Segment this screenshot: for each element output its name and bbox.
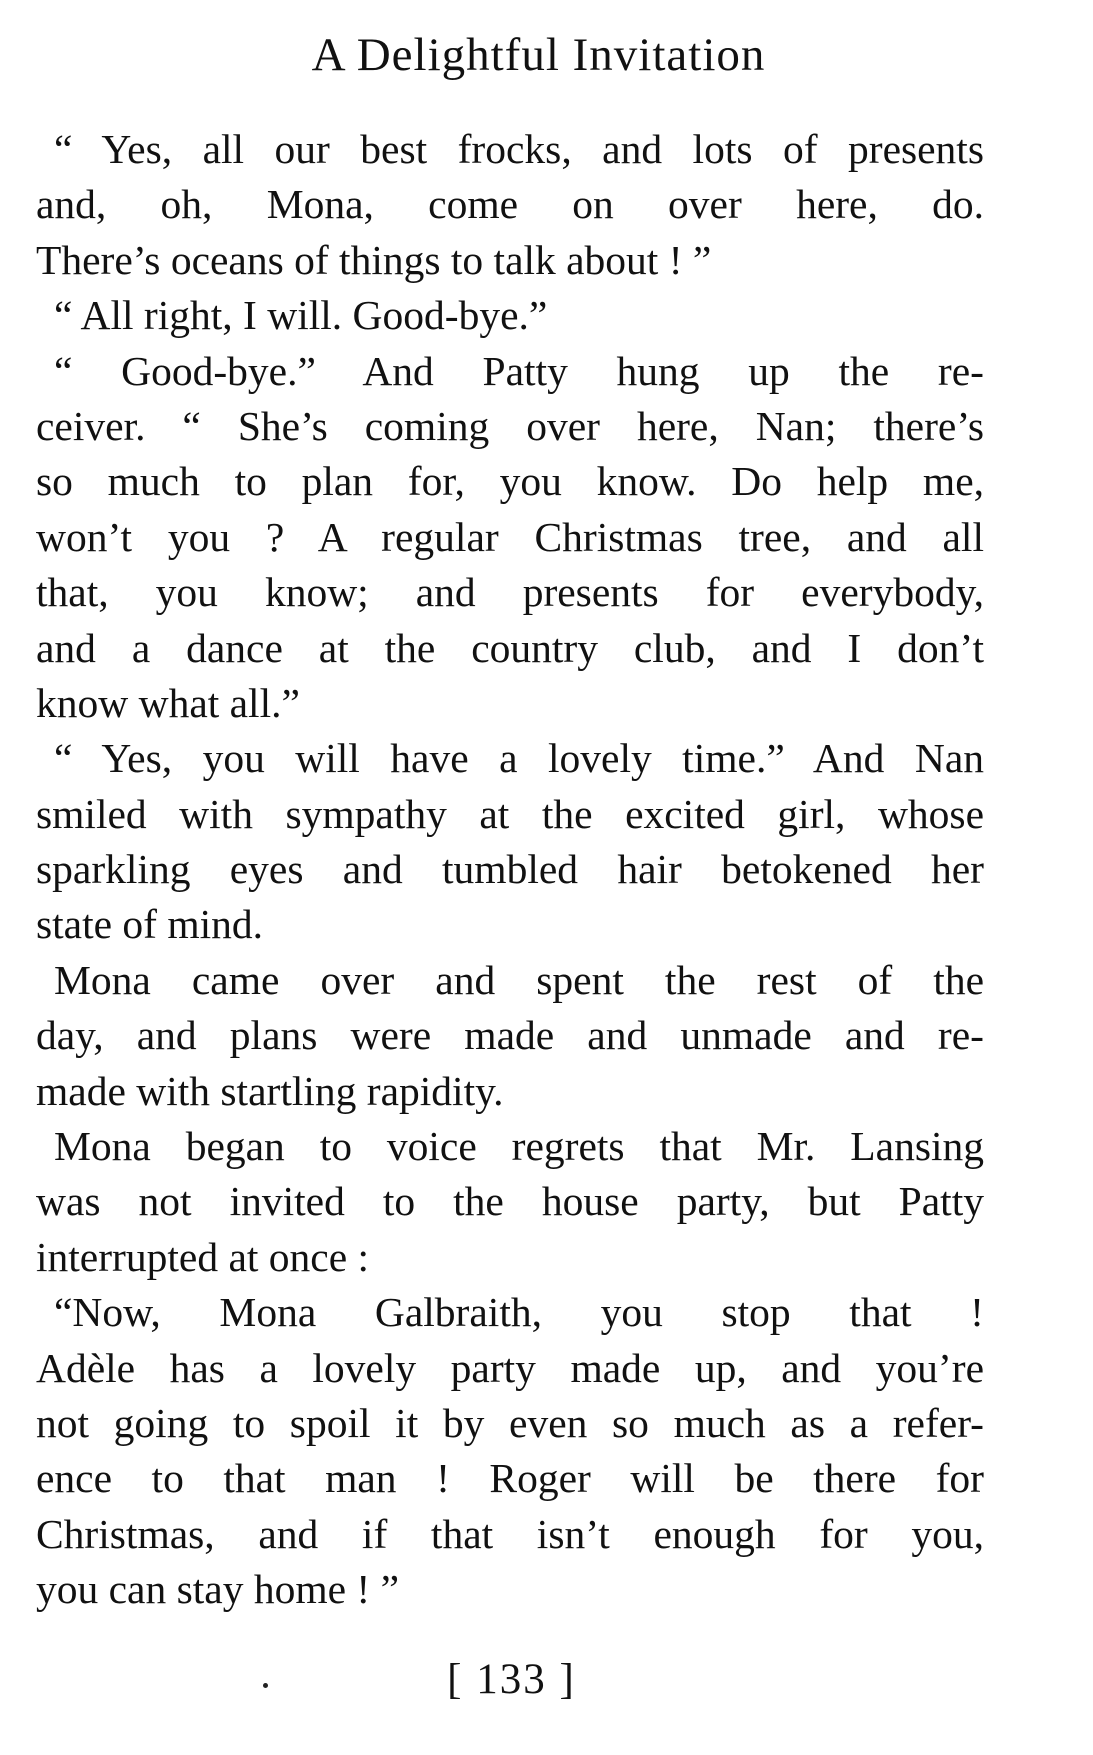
text-line: Mona came over and spent the rest of the [54,956,984,1003]
running-head-text: A Delightful Invitation [311,29,766,81]
body-text [36,122,984,1618]
text-line: “ Yes, all our best frocks, and lots of presents [54,126,984,172]
text-line: ceiver. “ She’s coming over here, Nan; there’s [36,402,984,449]
text-line: and, oh, Mona, come on over here, do. [36,181,984,228]
text-line: won’t you ? A regular Christmas tree, and all [36,513,984,560]
page-number-text: [ 133 ] [447,1656,576,1703]
text-line: interrupted at once : [36,1233,370,1280]
text-line: not going to spoil it by even so much as a refer- [36,1399,984,1446]
text-line: made with startling rapidity. [36,1067,504,1114]
text-line: smiled with sympathy at the excited girl, whose [36,790,984,837]
text-line: day, and plans were made and unmade and re- [36,1012,984,1059]
text-line: Adèle has a lovely party made up, and you’re [36,1344,984,1391]
text-line: “ Good-bye.” And Patty hung up the re- [54,347,984,394]
text-line: so much to plan for, you know. Do help me, [36,458,984,505]
text-line: There’s oceans of things to talk about ! ” [36,236,712,283]
text-line: “ Yes, you will have a lovely time.” And Nan [54,735,984,782]
text-line: “Now, Mona Galbraith, you stop that ! [54,1289,984,1336]
text-line: was not invited to the house party, but Patty [36,1178,984,1225]
text-line: Mona began to voice regrets that Mr. Lansing [54,1123,984,1170]
text-line: Christmas, and if that isn’t enough for you, [36,1510,984,1557]
text-line: ence to that man ! Roger will be there for [36,1455,984,1502]
text-line: and a dance at the country club, and I don’t [36,624,984,671]
page-number [0,1655,1093,1704]
text-line: state of mind. [36,901,264,948]
text-line: you can stay home ! ” [36,1566,400,1613]
text-line: that, you know; and presents for everybody, [36,569,984,616]
text-line: “ All right, I will. Good-bye.” [54,292,548,339]
running-head [0,28,1093,82]
text-line: sparkling eyes and tumbled hair betokened her [36,846,984,893]
text-line: know what all.” [36,679,300,726]
